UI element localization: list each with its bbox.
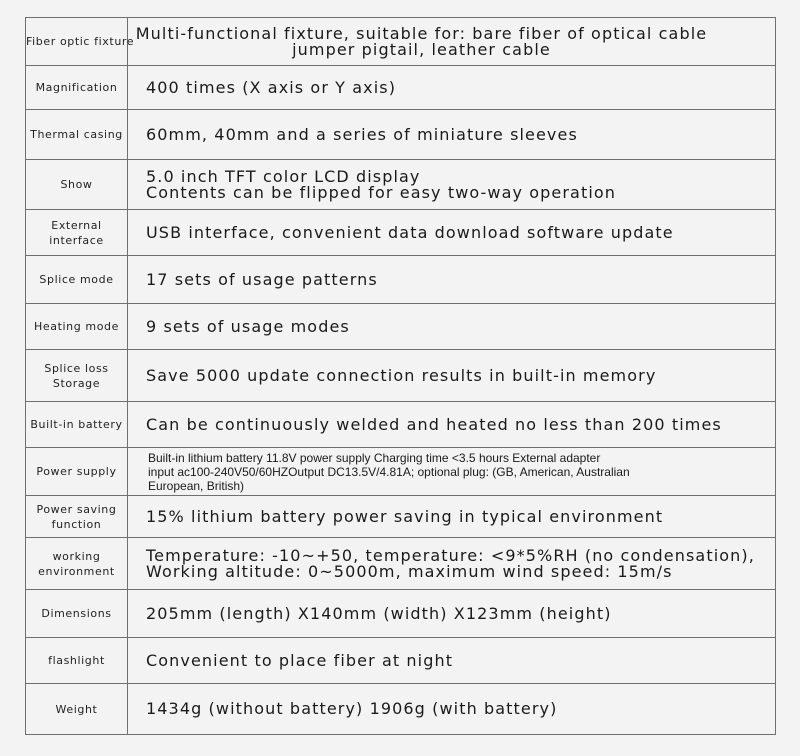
row-label: [26, 160, 128, 210]
label-line: Thermal casing: [30, 128, 123, 141]
table-row: [26, 402, 776, 448]
label-line: flashlight: [48, 654, 105, 667]
value-line: Built-in lithium battery 11.8V power supply Charging time <3.5 hours External adapter: [148, 450, 601, 465]
row-label: [26, 590, 128, 638]
value-line: 400 times (X axis or Y axis): [146, 77, 397, 97]
table-row: [26, 18, 776, 66]
table-row: [26, 66, 776, 110]
row-value: [128, 448, 776, 496]
value-line: 15% lithium battery power saving in typical environment: [146, 506, 664, 526]
label-line: Splice loss: [44, 361, 109, 375]
value-line: 9 sets of usage modes: [146, 316, 350, 336]
label-line: interface: [49, 233, 104, 247]
value-line: Convenient to place fiber at night: [146, 650, 454, 670]
value-line: 17 sets of usage patterns: [146, 269, 378, 289]
table-row: [26, 210, 776, 256]
row-value: [128, 160, 776, 210]
label-line: working: [52, 549, 101, 563]
row-value: [128, 66, 776, 110]
value-line: 5.0 inch TFT color LCD display: [146, 166, 421, 186]
value-line: USB interface, convenient data download software update: [146, 222, 674, 242]
table-row: [26, 160, 776, 210]
row-value: [128, 18, 776, 66]
row-label: [26, 350, 128, 402]
row-label: [26, 210, 128, 256]
value-line: Working altitude: 0~5000m, maximum wind speed: 15m/s: [146, 561, 673, 581]
row-value: [128, 684, 776, 735]
label-line: Storage: [52, 376, 101, 390]
row-label: [26, 538, 128, 590]
row-label: [26, 66, 128, 110]
value-line: Multi-functional fixture, suitable for: bare fiber of optical cable: [135, 23, 708, 43]
value-line: Save 5000 update connection results in built-in memory: [146, 365, 657, 385]
row-value: [128, 256, 776, 304]
table-row: [26, 496, 776, 538]
value-line: 205mm (length) X140mm (width) X123mm (height): [146, 603, 612, 623]
label-line: Splice mode: [39, 273, 114, 286]
value-line: 60mm, 40mm and a series of miniature sleeves: [146, 124, 578, 144]
value-line: Contents can be flipped for easy two-way operation: [146, 182, 616, 202]
table-row: [26, 684, 776, 735]
table-row: [26, 256, 776, 304]
row-value: [128, 110, 776, 160]
table-row: [26, 448, 776, 496]
row-value: [128, 496, 776, 538]
label-line: Fiber optic fixture: [26, 35, 135, 48]
value-line: 1434g (without battery) 1906g (with battery): [146, 699, 558, 718]
label-line: Built-in battery: [30, 418, 123, 431]
row-label: [26, 110, 128, 160]
label-line: Magnification: [35, 81, 118, 94]
row-label: [26, 18, 135, 66]
row-value: [128, 638, 776, 684]
row-value: [128, 590, 776, 638]
row-value: [128, 304, 776, 350]
table-row: [26, 350, 776, 402]
label-line: Weight: [55, 702, 98, 716]
table-row: [26, 590, 776, 638]
row-label: [26, 684, 128, 735]
table-row: [26, 638, 776, 684]
label-line: Heating mode: [34, 320, 119, 333]
label-line: Power supply: [36, 465, 117, 478]
row-value: [128, 402, 776, 448]
row-label: [26, 496, 128, 538]
label-line: Show: [60, 178, 93, 191]
label-line: environment: [38, 564, 115, 578]
row-label: [26, 304, 128, 350]
table-row: [26, 538, 776, 590]
spec-table-container: [25, 17, 776, 735]
row-label: [26, 402, 128, 448]
value-line: European, British): [148, 478, 245, 493]
label-line: Dimensions: [41, 607, 112, 620]
table-row: [26, 304, 776, 350]
row-value: [128, 538, 776, 590]
table-row: [26, 110, 776, 160]
label-line: Power saving: [36, 502, 117, 516]
label-line: External: [51, 218, 102, 232]
value-line: Can be continuously welded and heated no less than 200 times: [146, 414, 722, 434]
row-value: [128, 210, 776, 256]
value-line: Temperature: -10~+50, temperature: <9*5%RH (no condensation),: [146, 545, 755, 565]
value-line: input ac100-240V50/60HZOutput DC13.5V/4.81A; optional plug: (GB, American, Australian: [148, 464, 630, 479]
row-label: [26, 448, 128, 496]
label-line: function: [51, 517, 102, 531]
value-line: jumper pigtail, leather cable: [292, 39, 551, 59]
spec-table: [25, 17, 776, 735]
row-label: [26, 256, 128, 304]
row-label: [26, 638, 128, 684]
row-value: [128, 350, 776, 402]
